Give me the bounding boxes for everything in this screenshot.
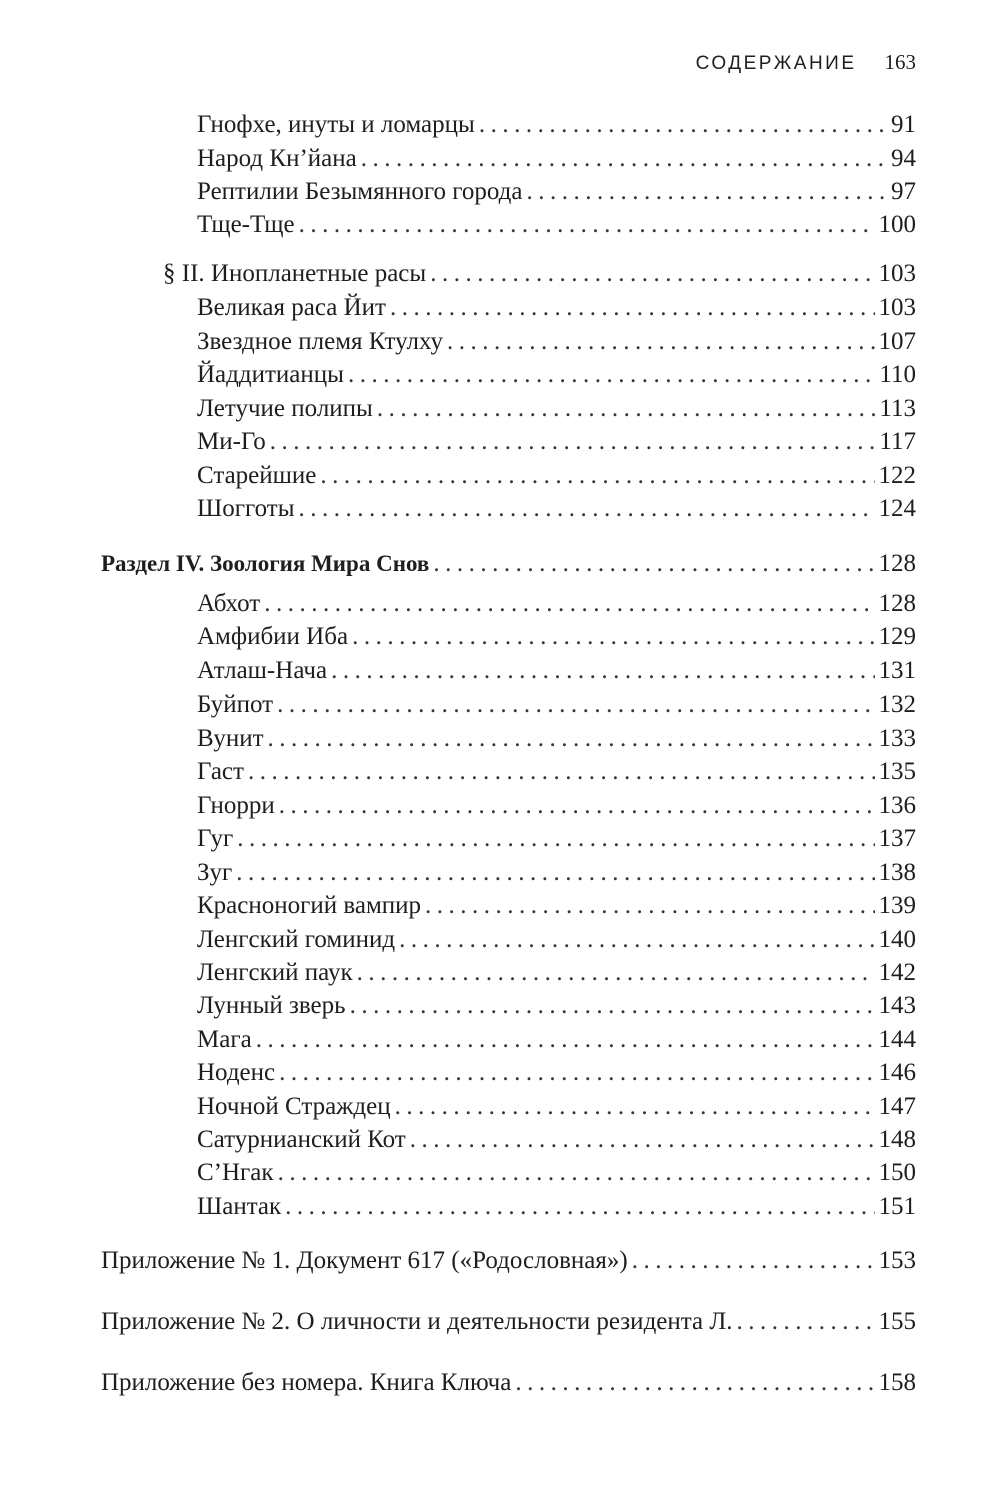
toc-entry[interactable]: [197, 622, 916, 652]
toc-entry-title: Народ Кн’йана: [197, 145, 357, 172]
dot-leader: [331, 656, 874, 686]
toc-entry-page: 128: [878, 590, 916, 617]
toc-entry[interactable]: [197, 656, 916, 686]
toc-entry-title: Раздел IV. Зоология Мира Снов: [101, 551, 430, 576]
toc-entry-page: 143: [878, 992, 916, 1019]
toc-entry-title: Красноногий вампир: [197, 892, 422, 919]
toc-entry[interactable]: [197, 494, 916, 524]
toc-entry-title: Вунит: [197, 725, 264, 752]
toc-entry-title: Старейшие: [197, 462, 317, 489]
toc-entry-title: Великая раса Йит: [197, 294, 386, 321]
toc-entry-title: Лунный зверь: [197, 992, 346, 1019]
toc-entry-title: Звездное племя Ктулху: [197, 328, 444, 355]
dot-leader: [256, 1025, 875, 1055]
toc-entry[interactable]: [197, 589, 916, 619]
toc-entry[interactable]: [197, 891, 916, 921]
toc-entry-page: 144: [878, 1026, 916, 1053]
toc-entry[interactable]: [197, 791, 916, 821]
dot-leader: [248, 757, 875, 787]
toc-entry-title: § II. Инопланетные расы: [163, 260, 427, 287]
dot-leader: [357, 958, 875, 988]
toc-entry-page: 132: [878, 691, 916, 718]
toc-entry[interactable]: [197, 427, 916, 457]
toc-entry[interactable]: [197, 461, 916, 491]
dot-leader: [515, 1368, 874, 1398]
toc-entry-page: 129: [878, 623, 916, 650]
toc-entry-page: 94: [891, 145, 916, 172]
dot-leader: [237, 824, 874, 854]
toc-entry-title: Приложение без номера. Книга Ключа: [101, 1369, 512, 1396]
toc-entry-title: Буйпот: [197, 691, 274, 718]
dot-leader: [399, 925, 874, 955]
toc-appendix-entry[interactable]: [101, 1307, 916, 1337]
dot-leader: [430, 259, 874, 289]
toc-entry-title: Ленгский гоминид: [197, 926, 396, 953]
toc-entry-page: 133: [878, 725, 916, 752]
toc-entry-page: 155: [878, 1308, 916, 1335]
toc-entry[interactable]: [197, 824, 916, 854]
toc-entry-page: 113: [879, 395, 916, 422]
dot-leader: [433, 549, 874, 579]
dot-leader: [279, 791, 875, 821]
toc-entry-page: 103: [878, 294, 916, 321]
page-number: 163: [884, 50, 916, 74]
toc-entry[interactable]: [197, 925, 916, 955]
toc-entry-page: 137: [878, 825, 916, 852]
toc-appendix-entry[interactable]: [101, 1368, 916, 1398]
dot-leader: [447, 327, 874, 357]
dot-leader: [425, 891, 874, 921]
dot-leader: [285, 1192, 874, 1222]
toc-entry-title: Приложение № 1. Документ 617 («Родословная»): [101, 1247, 628, 1274]
dot-leader: [395, 1092, 875, 1122]
dot-leader: [390, 293, 875, 323]
dot-leader: [348, 360, 875, 390]
toc-entry-page: 138: [878, 859, 916, 886]
toc-entry-title: Амфибии Иба: [197, 623, 349, 650]
dot-leader: [277, 690, 874, 720]
toc-entry-page: 128: [878, 550, 916, 577]
toc-entry-page: 146: [878, 1059, 916, 1086]
dot-leader: [737, 1307, 875, 1337]
dot-leader: [377, 394, 876, 424]
toc-entry-page: 158: [878, 1369, 916, 1396]
toc-entry[interactable]: [197, 724, 916, 754]
toc-entry-title: Гнорри: [197, 792, 275, 819]
toc-entry-page: 148: [878, 1126, 916, 1153]
dot-leader: [361, 144, 887, 174]
dot-leader: [268, 724, 875, 754]
running-head-title: СОДЕРЖАНИЕ: [695, 53, 857, 74]
toc-entry[interactable]: [197, 360, 916, 390]
dot-leader: [270, 427, 876, 457]
toc-entry-title: Зуг: [197, 859, 233, 886]
toc-entry-title: Мага: [197, 1026, 252, 1053]
toc-entry[interactable]: [197, 110, 916, 140]
toc-entry[interactable]: [197, 327, 916, 357]
toc-entry-title: Гуг: [197, 825, 234, 852]
toc-entry[interactable]: [197, 394, 916, 424]
toc-entry-title: Шогготы: [197, 495, 295, 522]
toc-entry-title: Ленгский паук: [197, 959, 353, 986]
toc-entry-page: 97: [891, 178, 916, 205]
toc-appendix-entry[interactable]: [101, 1246, 916, 1276]
toc-entry-page: 140: [878, 926, 916, 953]
dot-leader: [279, 1058, 874, 1088]
dot-leader: [410, 1125, 875, 1155]
dot-leader: [299, 494, 875, 524]
toc-entry[interactable]: [197, 1192, 916, 1222]
dot-leader: [479, 110, 887, 140]
dot-leader: [350, 991, 875, 1021]
toc-entry[interactable]: [197, 690, 916, 720]
toc-entry-page: 135: [878, 758, 916, 785]
toc-entry[interactable]: [197, 210, 916, 240]
toc-entry[interactable]: [197, 1058, 916, 1088]
dot-leader: [526, 177, 887, 207]
toc-entry[interactable]: [197, 293, 916, 323]
toc-section-heading[interactable]: [101, 549, 916, 579]
toc-entry-title: С’Нгак: [197, 1159, 274, 1186]
toc-entry-page: 131: [878, 657, 916, 684]
toc-entry[interactable]: [197, 177, 916, 207]
toc-entry-title: Йаддитианцы: [197, 361, 344, 388]
toc-entry-title: Ночной Страждец: [197, 1093, 391, 1120]
dot-leader: [320, 461, 874, 491]
toc-entry-page: 153: [878, 1247, 916, 1274]
toc-entry-page: 150: [878, 1159, 916, 1186]
toc-entry-page: 107: [878, 328, 916, 355]
toc-entry-page: 124: [878, 495, 916, 522]
toc-entry-title: Гнофхе, инуты и ломарцы: [197, 111, 475, 138]
dot-leader: [632, 1246, 875, 1276]
toc-entry-page: 91: [891, 111, 916, 138]
toc-entry-title: Рептилии Безымянного города: [197, 178, 523, 205]
toc-entry-title: Абхот: [197, 590, 261, 617]
toc-entry-title: Шантак: [197, 1193, 282, 1220]
toc-entry[interactable]: [197, 144, 916, 174]
toc-entry[interactable]: [197, 757, 916, 787]
toc-entry[interactable]: [197, 1158, 916, 1188]
toc-entry-page: 122: [878, 462, 916, 489]
toc-subsection[interactable]: [163, 259, 916, 289]
toc-entry-title: Летучие полипы: [197, 395, 373, 422]
toc-entry-page: 139: [878, 892, 916, 919]
toc-entry-title: Сатурнианский Кот: [197, 1126, 406, 1153]
toc-entry-title: Тще-Тще: [197, 211, 295, 238]
toc-entry[interactable]: [197, 1025, 916, 1055]
toc-entry-page: 142: [878, 959, 916, 986]
toc-entry[interactable]: [197, 1092, 916, 1122]
toc-entry-page: 117: [879, 428, 916, 455]
toc-entry-page: 136: [878, 792, 916, 819]
toc-entry-title: Ми-Го: [197, 428, 266, 455]
toc-entry-page: 147: [878, 1093, 916, 1120]
toc-entry-page: 100: [878, 211, 916, 238]
toc-entry[interactable]: [197, 1125, 916, 1155]
toc-entry-page: 151: [878, 1193, 916, 1220]
dot-leader: [236, 858, 874, 888]
toc-entry[interactable]: [197, 991, 916, 1021]
toc-entry[interactable]: [197, 958, 916, 988]
dot-leader: [299, 210, 875, 240]
toc-entry-page: 110: [879, 361, 916, 388]
toc-entry-title: Гаст: [197, 758, 244, 785]
toc-entry-page: 103: [878, 260, 916, 287]
toc-entry-title: Приложение № 2. О личности и деятельности резидента Л.: [101, 1308, 733, 1335]
dot-leader: [278, 1158, 875, 1188]
dot-leader: [264, 589, 874, 619]
toc-entry-title: Атлаш-Нача: [197, 657, 328, 684]
toc-entry[interactable]: [197, 858, 916, 888]
dot-leader: [352, 622, 874, 652]
toc-entry-title: Ноденс: [197, 1059, 276, 1086]
